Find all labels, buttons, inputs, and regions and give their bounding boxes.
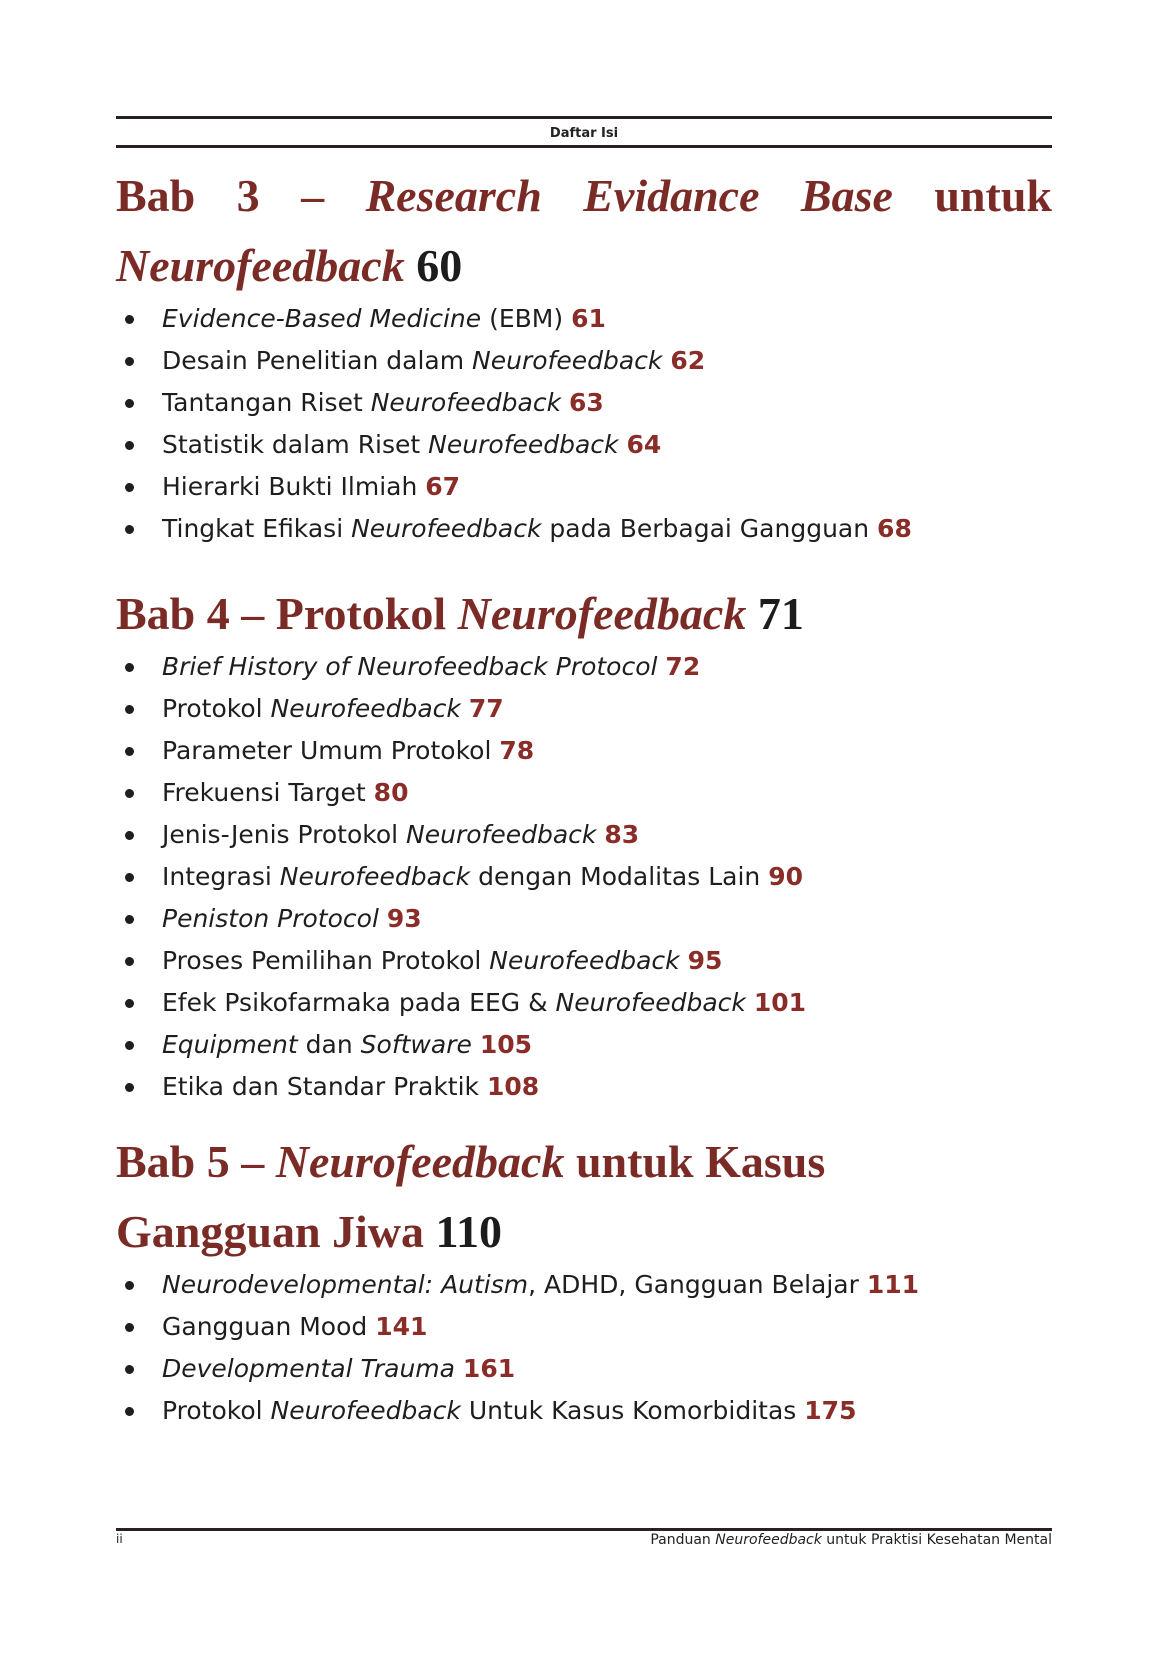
toc-entry-text: Tantangan Riset bbox=[162, 388, 371, 417]
chapter-5-section-list bbox=[116, 1264, 1052, 1432]
toc-entry-text: Proses Pemilihan Protokol bbox=[162, 946, 490, 975]
toc-entry-text: Neurofeedback bbox=[351, 514, 542, 543]
bullet-icon bbox=[125, 315, 134, 324]
running-header: Daftar Isi bbox=[549, 126, 619, 141]
chapter-4-heading[interactable] bbox=[116, 578, 1052, 650]
chapter-5-heading-line2[interactable] bbox=[116, 1196, 1052, 1268]
toc-entry[interactable] bbox=[116, 1390, 1052, 1432]
toc-entry-text: Frekuensi Target bbox=[162, 778, 374, 807]
toc-entry-page-number: 83 bbox=[604, 820, 640, 849]
bullet-icon bbox=[125, 705, 134, 714]
bullet-icon bbox=[125, 1407, 134, 1416]
toc-entry-page-number: 93 bbox=[386, 904, 422, 933]
toc-entry[interactable] bbox=[116, 856, 1052, 898]
toc-entry[interactable] bbox=[116, 730, 1052, 772]
chapter-3-word: Base bbox=[800, 170, 893, 221]
header-rule-bottom bbox=[116, 145, 1052, 148]
toc-entry-text: Neurofeedback bbox=[489, 946, 680, 975]
toc-entry-text: Equipment bbox=[162, 1030, 298, 1059]
toc-entry-text: Tingkat Efikasi bbox=[162, 514, 352, 543]
toc-entry-text bbox=[461, 694, 469, 723]
toc-entry-text bbox=[746, 988, 754, 1017]
toc-entry[interactable] bbox=[116, 940, 1052, 982]
bullet-icon bbox=[125, 747, 134, 756]
toc-entry-text: Statistik dalam Riset bbox=[162, 430, 429, 459]
chapter-3-heading-line1 bbox=[116, 160, 1052, 232]
toc-entry-page-number: 141 bbox=[375, 1312, 428, 1341]
bullet-icon bbox=[125, 1281, 134, 1290]
bullet-icon bbox=[125, 1083, 134, 1092]
toc-entry-page-number: 77 bbox=[468, 694, 504, 723]
toc-entry-text: Neurofeedback bbox=[270, 1396, 461, 1425]
footer-rule bbox=[116, 1528, 1052, 1531]
bullet-icon bbox=[125, 357, 134, 366]
toc-entry-page-number: 111 bbox=[866, 1270, 920, 1299]
toc-entry-text: Brief History of Neurofeedback Protocol bbox=[162, 652, 658, 681]
chapter-5-page-number: 110 bbox=[435, 1206, 502, 1257]
bullet-icon bbox=[125, 525, 134, 534]
toc-entry-text: Neurofeedback bbox=[370, 388, 562, 417]
toc-entry-text bbox=[472, 1030, 480, 1059]
toc-entry[interactable] bbox=[116, 1264, 1052, 1306]
toc-entry-page-number: 95 bbox=[687, 946, 723, 975]
toc-entry-text bbox=[379, 904, 387, 933]
toc-entry-text: , ADHD, Gangguan Belajar bbox=[528, 1270, 867, 1299]
bullet-icon bbox=[125, 1041, 134, 1050]
toc-entry[interactable] bbox=[116, 646, 1052, 688]
toc-entry[interactable] bbox=[116, 1348, 1052, 1390]
toc-entry[interactable] bbox=[116, 1066, 1052, 1108]
toc-entry-page-number: 62 bbox=[670, 346, 706, 375]
toc-entry-text: Autism bbox=[441, 1270, 529, 1299]
toc-entry-text: Desain Penelitian dalam bbox=[162, 346, 473, 375]
chapter-3-heading[interactable] bbox=[116, 160, 1052, 232]
toc-entry[interactable] bbox=[116, 1306, 1052, 1348]
toc-entry-page-number: 68 bbox=[877, 514, 912, 543]
toc-entry[interactable] bbox=[116, 1024, 1052, 1066]
toc-entry-text: Neurofeedback bbox=[270, 694, 461, 723]
bullet-icon bbox=[125, 873, 134, 882]
chapter-5-title-italic: Neurofeedback bbox=[275, 1136, 565, 1187]
toc-entry-text bbox=[455, 1354, 463, 1383]
chapter-3-page-number: 60 bbox=[416, 240, 463, 291]
chapter-3-heading-line2[interactable] bbox=[116, 230, 1052, 302]
toc-entry[interactable] bbox=[116, 688, 1052, 730]
toc-entry-page-number: 78 bbox=[499, 736, 535, 765]
chapter-3-word: untuk bbox=[934, 170, 1052, 221]
bullet-icon bbox=[125, 1365, 134, 1374]
chapter-3-word: Evidance bbox=[583, 170, 760, 221]
toc-entry[interactable] bbox=[116, 382, 1052, 424]
chapter-3-word: 3 bbox=[236, 170, 260, 221]
toc-entry-text: Jenis-Jenis Protokol bbox=[162, 820, 407, 849]
toc-entry-page-number: 63 bbox=[569, 388, 604, 417]
footer-title-before: Panduan bbox=[650, 1532, 716, 1548]
toc-entry-text bbox=[680, 946, 688, 975]
toc-entry[interactable] bbox=[116, 814, 1052, 856]
bullet-icon bbox=[125, 789, 134, 798]
toc-entry-page-number: 67 bbox=[425, 472, 461, 501]
toc-entry-page-number: 90 bbox=[768, 862, 803, 891]
toc-entry[interactable] bbox=[116, 898, 1052, 940]
toc-entry[interactable] bbox=[116, 340, 1052, 382]
toc-entry-text bbox=[433, 1270, 441, 1299]
toc-entry-page-number: 80 bbox=[373, 778, 409, 807]
chapter-3-word: Research bbox=[365, 170, 542, 221]
toc-entry-page-number: 64 bbox=[626, 430, 662, 459]
chapter-4-title-italic: Neurofeedback bbox=[457, 588, 747, 639]
bullet-icon bbox=[125, 483, 134, 492]
chapter-3-title-italic: Neurofeedback bbox=[116, 240, 405, 291]
toc-entry-text: Etika dan Standar Praktik bbox=[162, 1072, 487, 1101]
footer-title-italic: Neurofeedback bbox=[715, 1532, 822, 1548]
toc-entry[interactable] bbox=[116, 466, 1052, 508]
toc-entry[interactable] bbox=[116, 508, 1052, 550]
toc-entry-text: Protokol bbox=[162, 1396, 271, 1425]
bullet-icon bbox=[125, 399, 134, 408]
toc-entry[interactable] bbox=[116, 424, 1052, 466]
toc-entry-text: Neurodevelopmental: bbox=[162, 1270, 434, 1299]
toc-entry[interactable] bbox=[116, 982, 1052, 1024]
toc-entry-page-number: 105 bbox=[479, 1030, 532, 1059]
toc-entry-text: Developmental Trauma bbox=[162, 1354, 455, 1383]
bullet-icon bbox=[125, 957, 134, 966]
chapter-5-title-suffix: untuk Kasus bbox=[564, 1136, 826, 1187]
chapter-4-title: Bab 4 – Protokol bbox=[116, 588, 458, 639]
toc-entry-page-number: 175 bbox=[804, 1396, 857, 1425]
toc-entry-page-number: 101 bbox=[753, 988, 807, 1017]
toc-entry-text: Evidence-Based Medicine bbox=[162, 304, 482, 333]
toc-entry-text: Efek Psikofarmaka pada EEG & bbox=[162, 988, 556, 1017]
chapter-5-title-line2: Gangguan Jiwa bbox=[116, 1206, 425, 1257]
chapter-3-word: – bbox=[301, 170, 325, 221]
bullet-icon bbox=[125, 831, 134, 840]
toc-entry[interactable] bbox=[116, 298, 1052, 340]
footer-book-title bbox=[650, 1532, 1052, 1548]
toc-entry-text: Parameter Umum Protokol bbox=[162, 736, 500, 765]
toc-entry-text: Hierarki Bukti Ilmiah bbox=[162, 472, 426, 501]
toc-entry-text: Software bbox=[360, 1030, 472, 1059]
toc-entry-text: dan bbox=[297, 1030, 361, 1059]
chapter-5-heading[interactable] bbox=[116, 1126, 1052, 1198]
toc-page bbox=[116, 116, 1052, 1556]
toc-entry-page-number: 108 bbox=[486, 1072, 540, 1101]
header-rule-top bbox=[116, 116, 1052, 119]
toc-entry-text: Peniston Protocol bbox=[162, 904, 379, 933]
toc-entry-text bbox=[561, 388, 569, 417]
toc-entry-text: (EBM) bbox=[481, 304, 572, 333]
toc-entry[interactable] bbox=[116, 772, 1052, 814]
bullet-icon bbox=[125, 915, 134, 924]
chapter-4-section-list bbox=[116, 646, 1052, 1108]
chapter-4-page-number: 71 bbox=[757, 588, 804, 639]
toc-entry-page-number: 61 bbox=[571, 304, 606, 333]
bullet-icon bbox=[125, 999, 134, 1008]
toc-entry-text: Protokol bbox=[162, 694, 271, 723]
toc-entry-text: Neurofeedback bbox=[555, 988, 746, 1017]
toc-entry-page-number: 72 bbox=[665, 652, 701, 681]
toc-entry-text: Integrasi bbox=[162, 862, 280, 891]
toc-entry-text: Neurofeedback bbox=[279, 862, 471, 891]
chapter-3-section-list bbox=[116, 298, 1052, 550]
toc-entry-page-number: 161 bbox=[462, 1354, 516, 1383]
toc-entry-text: Untuk Kasus Komorbiditas bbox=[460, 1396, 805, 1425]
toc-entry-text: pada Berbagai Gangguan bbox=[541, 514, 878, 543]
toc-entry-text: dengan Modalitas Lain bbox=[470, 862, 769, 891]
bullet-icon bbox=[125, 1323, 134, 1332]
toc-entry-text: Neurofeedback bbox=[406, 820, 597, 849]
footer-title-after: untuk Praktisi Kesehatan Mental bbox=[821, 1532, 1052, 1548]
chapter-5-title: Bab 5 – bbox=[116, 1136, 276, 1187]
bullet-icon bbox=[125, 441, 134, 450]
toc-entry-text: Gangguan Mood bbox=[162, 1312, 376, 1341]
toc-entry-text: Neurofeedback bbox=[472, 346, 663, 375]
toc-entry-text: Neurofeedback bbox=[428, 430, 619, 459]
chapter-3-word: Bab bbox=[116, 170, 196, 221]
footer-page-number: ii bbox=[116, 1532, 123, 1546]
bullet-icon bbox=[125, 663, 134, 672]
